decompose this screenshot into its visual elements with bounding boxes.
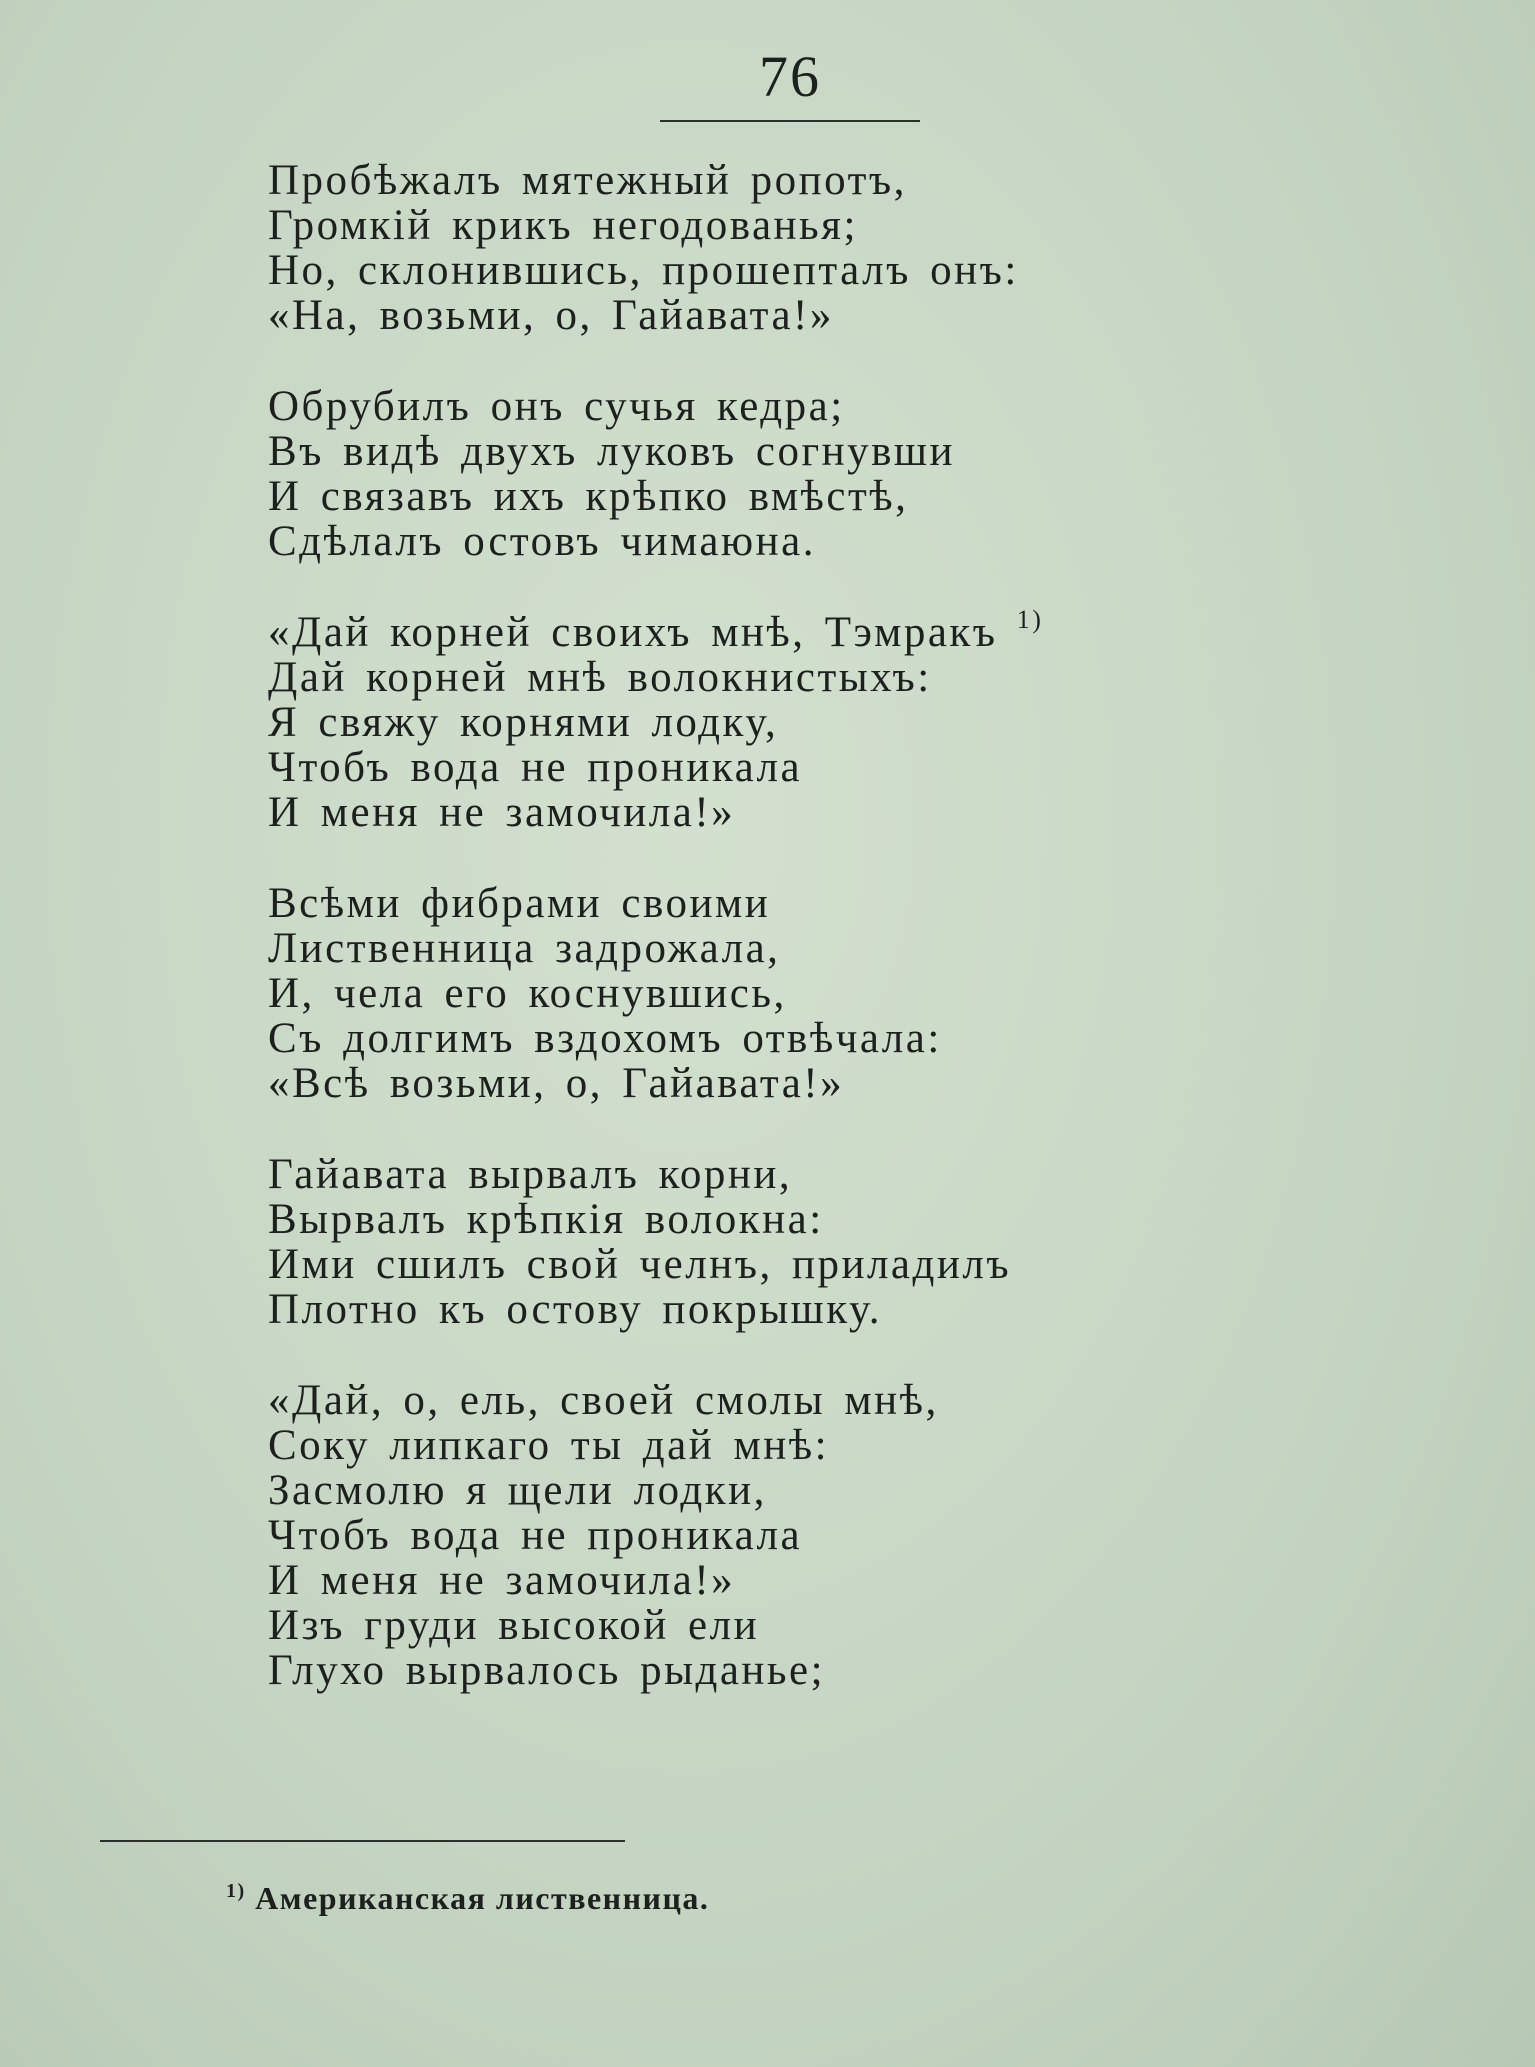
- poem-line: Обрубилъ онъ сучья кедра;: [268, 383, 845, 430]
- poem-line: Въ видѣ двухъ луковъ согнувши: [268, 428, 956, 475]
- poem-line: Гайавата вырвалъ корни,: [268, 1151, 793, 1198]
- footnote: [226, 1878, 709, 1918]
- poem-line: Громкій крикъ негодованья;: [268, 202, 858, 249]
- poem-line: Но, склонившись, прошепталъ онъ:: [268, 247, 1019, 294]
- poem-line: «Дай, о, ель, своей смолы мнѣ,: [268, 1377, 939, 1424]
- poem-line: Ими сшилъ свой челнъ, приладилъ: [268, 1241, 1012, 1288]
- stanza-2: [268, 384, 1268, 564]
- stanza-5: [268, 1152, 1268, 1332]
- footnote-text: Американская лиственница.: [255, 1880, 710, 1916]
- poem-line: Вырвалъ крѣпкія волокна:: [268, 1196, 824, 1243]
- poem-line: Дай корней мнѣ волокнистыхъ:: [268, 654, 932, 701]
- poem-line: Глухо вырвалось рыданье;: [268, 1647, 826, 1694]
- poem-line-with-footnote: [268, 605, 1268, 656]
- poem-line: Я свяжу корнями лодку,: [268, 699, 779, 746]
- footnote-reference-mark: 1): [1016, 605, 1044, 634]
- stanza-4: [268, 881, 1268, 1106]
- poem-line: Всѣми фибрами своими: [268, 880, 771, 927]
- poem-line-text: «Дай корней своихъ мнѣ, Тэмракъ: [268, 609, 998, 656]
- poem-line: Засмолю я щели лодки,: [268, 1467, 767, 1514]
- poem-line: И меня не замочила!»: [268, 789, 736, 836]
- stanza-3: [268, 605, 1268, 836]
- page-number-rule: [660, 120, 920, 122]
- poem-line: Плотно къ остову покрышку.: [268, 1286, 882, 1333]
- poem-text: [268, 158, 1268, 1739]
- poem-line: И связавъ ихъ крѣпко вмѣстѣ,: [268, 473, 909, 520]
- stanza-6: [268, 1378, 1268, 1693]
- stanza-1: [268, 158, 1268, 338]
- poem-line: Пробѣжалъ мятежный ропотъ,: [268, 157, 907, 204]
- footnote-mark: 1): [226, 1880, 246, 1902]
- poem-line: Съ долгимъ вздохомъ отвѣчала:: [268, 1015, 942, 1062]
- poem-line: И, чела его коснувшись,: [268, 970, 787, 1017]
- footnote-separator: [100, 1840, 625, 1842]
- poem-line: Соку липкаго ты дай мнѣ:: [268, 1422, 830, 1469]
- poem-line: «Всѣ возьми, о, Гайавата!»: [268, 1060, 845, 1107]
- poem-line: «На, возьми, о, Гайавата!»: [268, 292, 834, 339]
- poem-line: Чтобъ вода не проникала: [268, 744, 803, 791]
- page-number: 76: [759, 44, 821, 109]
- poem-line: Лиственница задрожала,: [268, 925, 781, 972]
- poem-line: И меня не замочила!»: [268, 1557, 736, 1604]
- poem-line: Чтобъ вода не проникала: [268, 1512, 803, 1559]
- poem-line: Изъ груди высокой ели: [268, 1602, 760, 1649]
- poem-line: Сдѣлалъ остовъ чимаюна.: [268, 518, 816, 565]
